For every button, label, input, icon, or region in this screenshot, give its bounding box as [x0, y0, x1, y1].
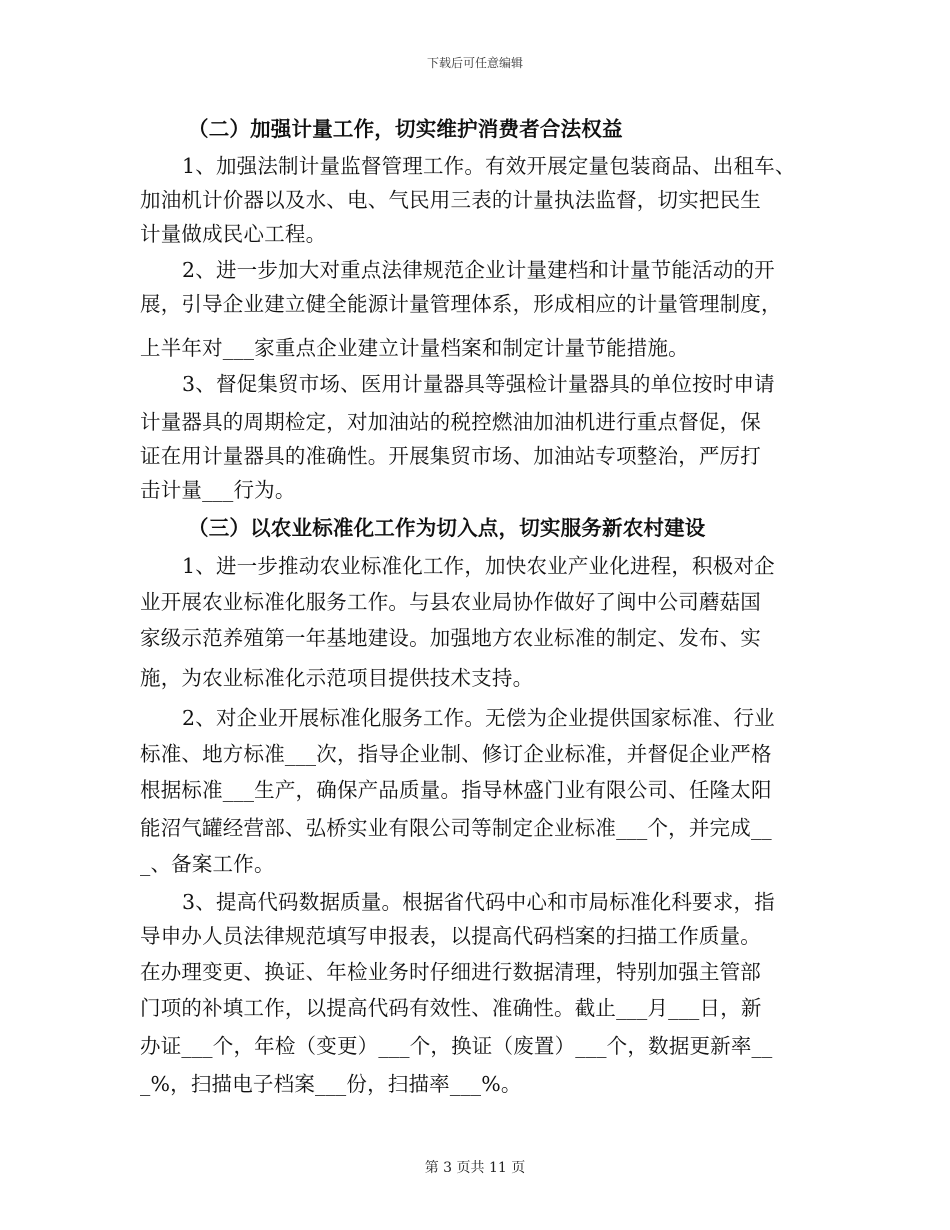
paragraph-line: 计量器具的周期检定，对加油站的税控燃油加油机进行重点督促，保: [140, 410, 761, 434]
section-heading-3: （三）以农业标准化工作为切入点，切实服务新农村建设: [188, 516, 706, 540]
paragraph-line: 家级示范养殖第一年基地建设。加强地方农业标准的制定、发布、实: [140, 626, 761, 650]
paragraph-line: _、备案工作。: [140, 852, 275, 876]
paragraph-line: _%，扫描电子档案___份，扫描率___%。: [140, 1072, 522, 1096]
paragraph-line: 3、督促集贸市场、医用计量器具等强检计量器具的单位按时申请: [182, 372, 775, 396]
paragraph-line: 计量做成民心工程。: [140, 222, 327, 246]
paragraph-line: 2、对企业开展标准化服务工作。无偿为企业提供国家标准、行业: [182, 706, 775, 730]
page-footer: 第 3 页共 11 页: [424, 1160, 526, 1176]
paragraph-line: 2、进一步加大对重点法律规范企业计量建档和计量节能活动的开: [182, 258, 775, 282]
paragraph-line: 业开展农业标准化服务工作。与县农业局协作做好了闽中公司蘑菇国: [140, 590, 761, 614]
paragraph-line: 1、进一步推动农业标准化工作，加快农业产业化进程，积极对企: [182, 554, 775, 578]
paragraph-line: 击计量___行为。: [140, 478, 296, 502]
paragraph-line: 加油机计价器以及水、电、气民用三表的计量执法监督，切实把民生: [140, 188, 761, 212]
paragraph-line: 标准、地方标准___次，指导企业制、修订企业标准，并督促企业严格: [140, 742, 772, 766]
paragraph-line: 1、加强法制计量监督管理工作。有效开展定量包装商品、出租车、: [182, 154, 796, 178]
paragraph-line: 证在用计量器具的准确性。开展集贸市场、加油站专项整治，严厉打: [140, 444, 761, 468]
page-header: 下载后可任意编辑: [426, 56, 523, 70]
section-heading-2: （二）加强计量工作，切实维护消费者合法权益: [188, 117, 623, 141]
paragraph-line: 3、提高代码数据质量。根据省代码中心和市局标准化科要求，指: [182, 890, 775, 914]
paragraph-line: 展，引导企业建立健全能源计量管理体系，形成相应的计量管理制度，: [140, 292, 782, 316]
paragraph-line: 上半年对___家重点企业建立计量档案和制定计量节能措施。: [140, 336, 689, 360]
paragraph-line: 施，为农业标准化示范项目提供技术支持。: [140, 666, 534, 690]
paragraph-line: 能沼气罐经营部、弘桥实业有限公司等制定企业标准___个，并完成__: [140, 816, 772, 840]
paragraph-line: 在办理变更、换证、年检业务时仔细进行数据清理，特别加强主管部: [140, 960, 761, 984]
paragraph-line: 导申办人员法律规范填写申报表，以提高代码档案的扫描工作质量。: [140, 924, 761, 948]
paragraph-line: 门项的补填工作，以提高代码有效性、准确性。截止___月___日，新: [140, 996, 762, 1020]
paragraph-line: 办证___个，年检（变更）___个，换证（废置）___个，数据更新率__: [140, 1034, 773, 1058]
paragraph-line: 根据标准___生产，确保产品质量。指导林盛门业有限公司、任隆太阳: [140, 778, 772, 802]
